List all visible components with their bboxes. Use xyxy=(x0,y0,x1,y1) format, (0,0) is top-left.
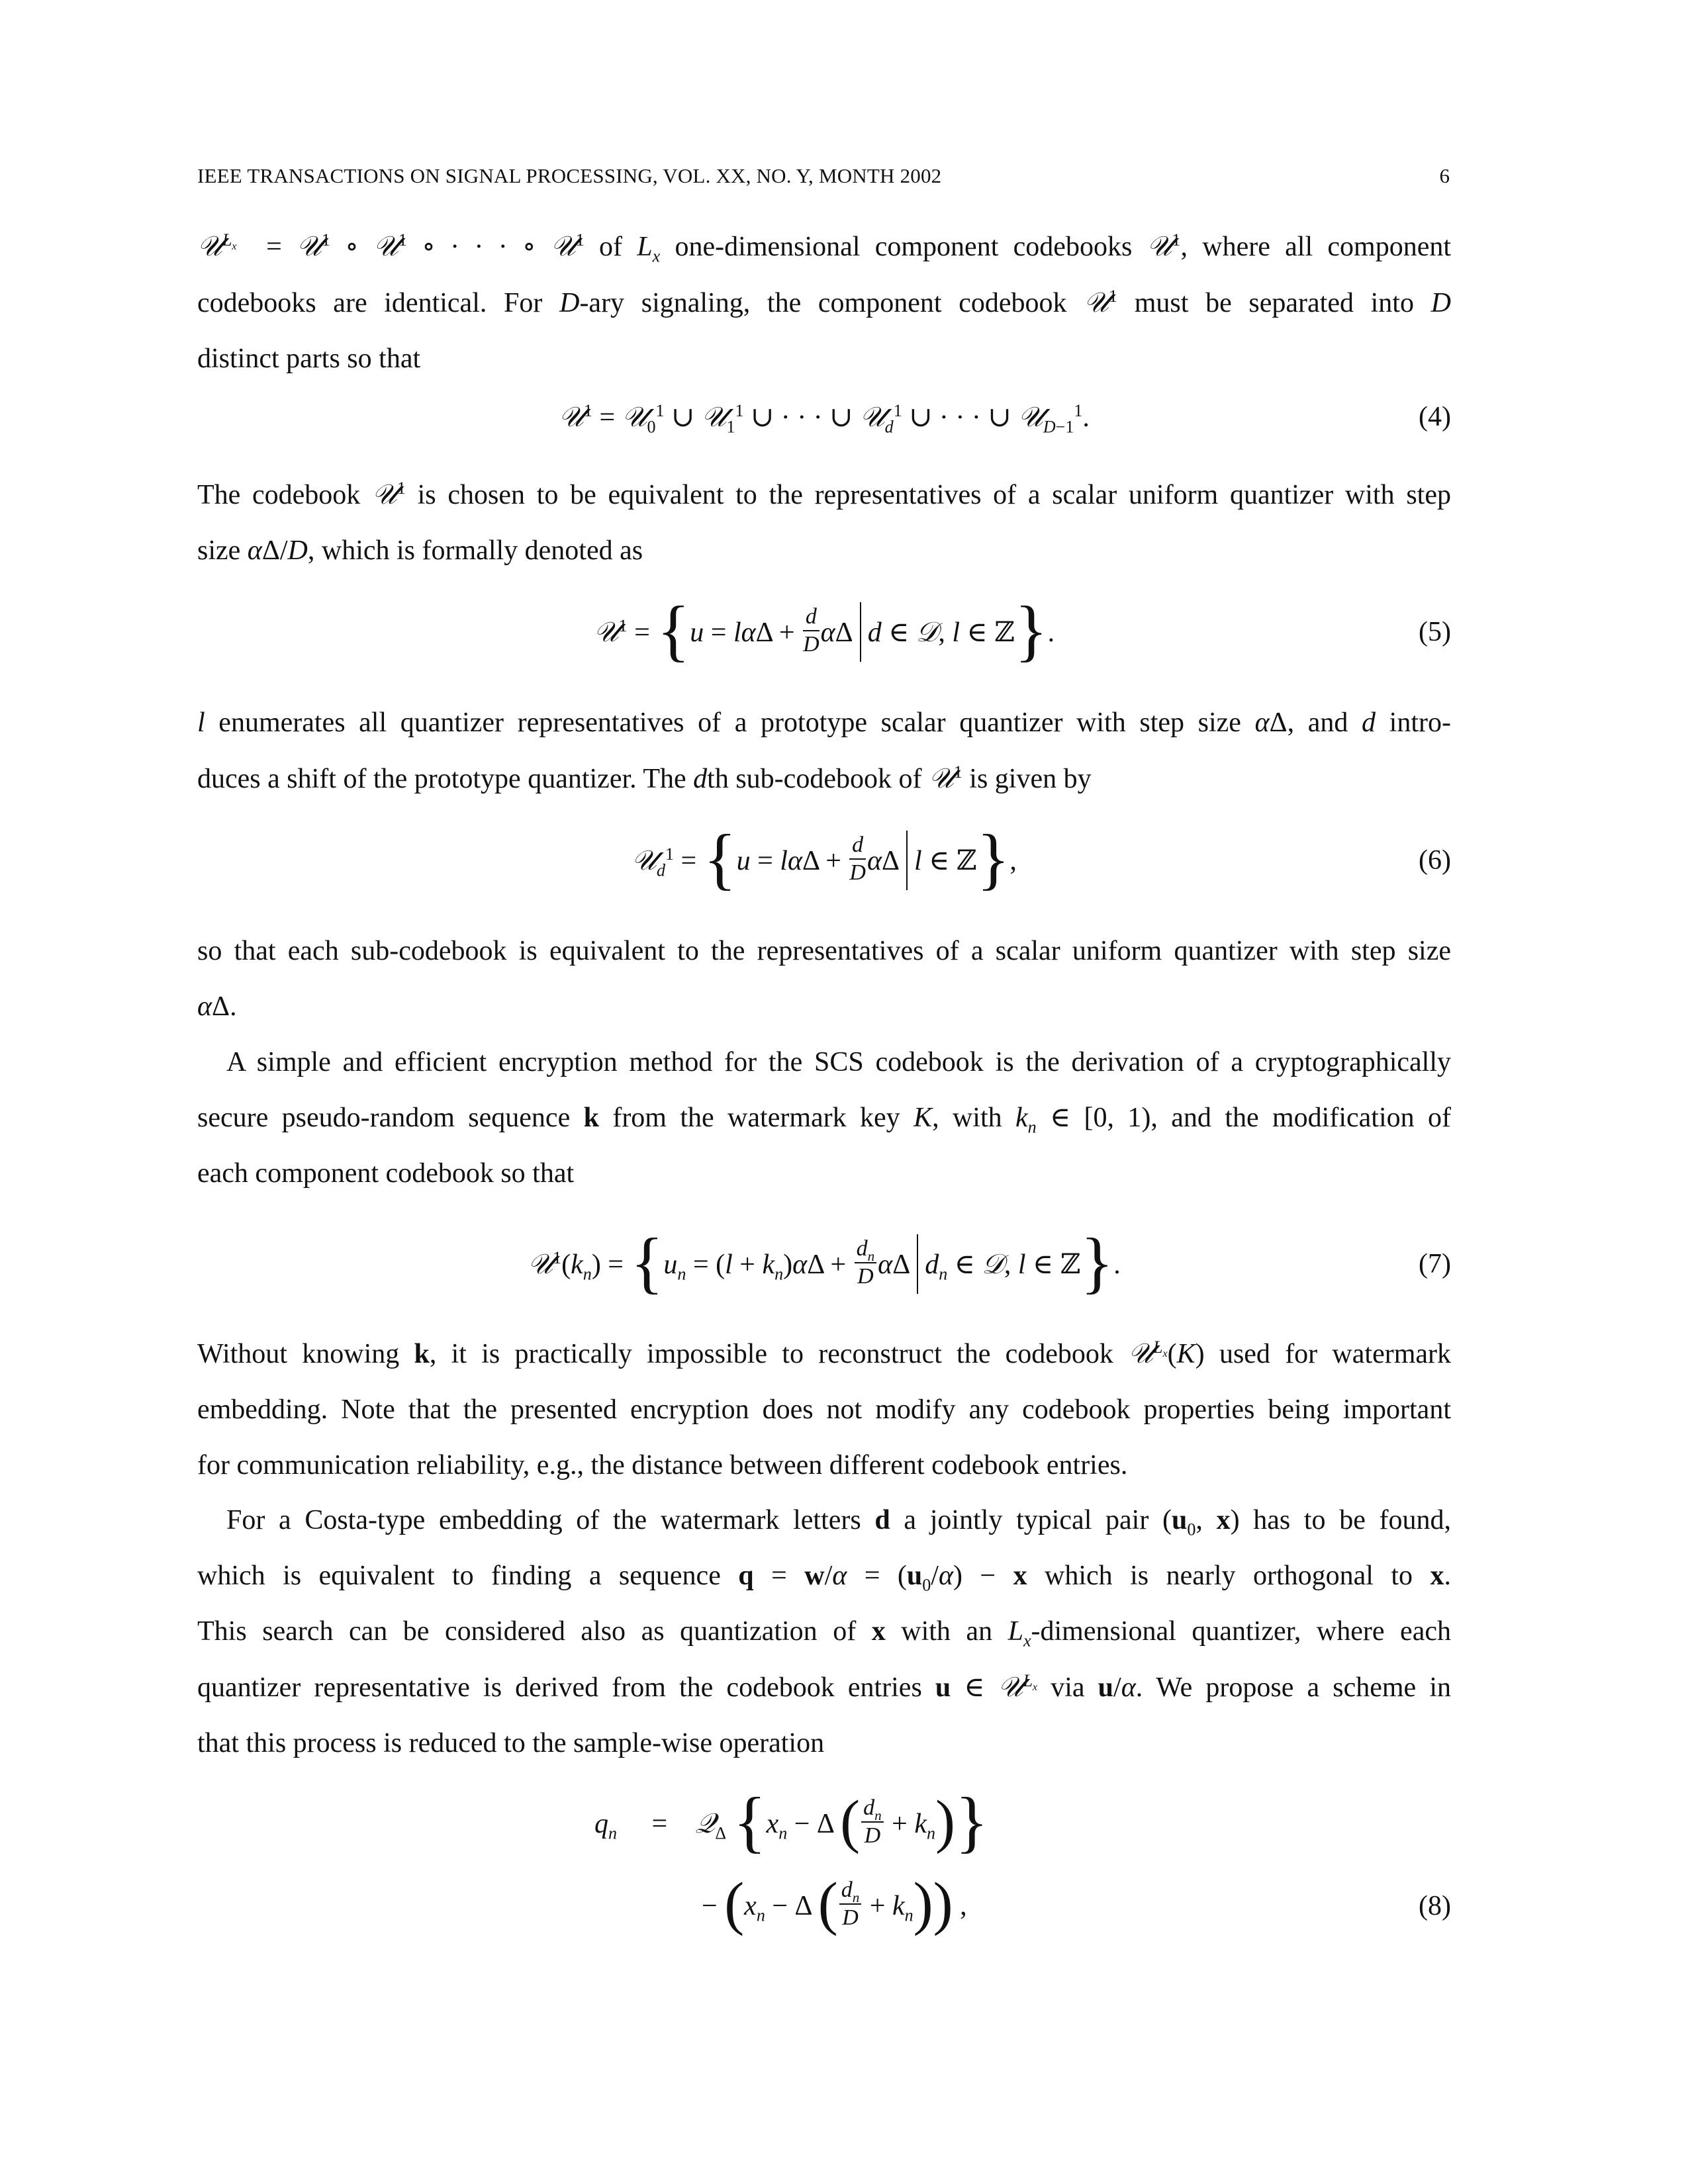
equation-8-number: (8) xyxy=(1419,1891,1451,1921)
page-number: 6 xyxy=(1439,164,1450,187)
equation-5-number: (5) xyxy=(1419,617,1451,647)
paragraph-4 xyxy=(197,923,1451,1034)
p1-line-1: 𝒰$^{L_x}$ = 𝒰$^1$ ∘ 𝒰$^1$ ∘ · · · ∘ 𝒰$^1$ of $L_x$ one-dimensional component codebooks 𝒰$^1$, where all component xyxy=(197,230,1452,266)
equation-4-number: (4) xyxy=(1419,402,1451,432)
equation-6-body: 𝒰$_d^1$ = {u = lαΔ + $\frac{d}{D}$ αΔ l ∈ ℤ}, xyxy=(632,821,1017,897)
p7-line-1: For a Costa-type embedding of the watermark letters d a jointly typical pair ($u_0$, x) has to be found, xyxy=(226,1505,1452,1539)
p2-line-2: size αΔ/D, which is formally denoted as xyxy=(197,535,643,566)
p4-line-2: αΔ. xyxy=(197,991,237,1022)
p7-line-4: quantizer representative is derived from the codebook entries u ∈ 𝒰$^{L_x}$ via u/α. We propose a scheme in xyxy=(197,1670,1451,1703)
equation-7 xyxy=(197,1224,1451,1301)
equation-7-number: (7) xyxy=(1419,1249,1451,1279)
paragraph-6 xyxy=(197,1326,1451,1493)
p3-line-2: duces a shift of the prototype quantizer. The dth sub-codebook of 𝒰$^1$ is given by xyxy=(197,762,1092,794)
p6-line-1: Without knowing k, it is practically impossible to reconstruct the codebook 𝒰$^{L_x}$(K) used for watermark xyxy=(197,1337,1451,1369)
p5-line-1: A simple and efficient encryption method for the SCS codebook is the derivation of a cryptographically xyxy=(226,1047,1451,1077)
p2-line-1: The codebook 𝒰$^1$ is chosen to be equivalent to the representatives of a scalar uniform quantizer with step xyxy=(197,478,1451,510)
p5-line-3: each component codebook so that xyxy=(197,1158,575,1189)
paragraph-5 xyxy=(197,1034,1451,1201)
p3-line-1: l enumerates all quantizer representatives of a prototype scalar quantizer with step size αΔ, and d intro- xyxy=(197,707,1451,738)
paragraph-7 xyxy=(197,1492,1451,1771)
p7-line-3: This search can be considered also as quantization of x with an $L_x$-dimensional quantizer, where each xyxy=(197,1616,1451,1651)
equation-8-line-2: − ($x_n - \Delta$ ( $\frac{d_n}{D}$ + $k_n$)) , xyxy=(702,1871,967,1937)
equation-8 xyxy=(197,1784,1451,1946)
equation-8-line-1: $q_n$ = 𝒬$_\Delta$ {$x_n - \Delta$ ( $\frac{d_n}{D}$ + $k_n$)} xyxy=(594,1784,988,1860)
p7-line-5: that this process is reduced to the sample-wise operation xyxy=(197,1728,825,1758)
equation-5-body: 𝒰$^1$ = {u = lαΔ + $\frac{d}{D}$ αΔ d ∈ 𝒟, l ∈ ℤ}. xyxy=(593,592,1055,669)
p7-line-2: which is equivalent to finding a sequence $q = w/\alpha = (u_0/\alpha) - x$ which is nearly orthogonal to x. xyxy=(197,1561,1451,1595)
running-header: IEEE TRANSACTIONS ON SIGNAL PROCESSING, VOL. XX, NO. Y, MONTH 2002 xyxy=(197,164,942,187)
equation-6 xyxy=(197,821,1451,897)
equation-5 xyxy=(197,592,1451,669)
p6-line-2: embedding. Note that the presented encryption does not modify any codebook properties being important xyxy=(197,1394,1451,1425)
p5-line-2: secure pseudo-random sequence k from the watermark key K, with $k_n$ ∈ [0, 1), and the modification of xyxy=(197,1103,1451,1137)
p1-line-2: codebooks are identical. For D-ary signaling, the component codebook 𝒰$^1$ must be separated into D xyxy=(197,286,1452,318)
paragraph-3 xyxy=(197,695,1451,807)
p6-line-3: for communication reliability, e.g., the distance between different codebook entries. xyxy=(197,1450,1128,1480)
p4-line-1: so that each sub-codebook is equivalent to the representatives of a scalar uniform quantizer with step size xyxy=(197,936,1451,966)
equation-4 xyxy=(197,381,1451,453)
paragraph-1 xyxy=(197,218,1451,387)
equation-6-number: (6) xyxy=(1419,845,1451,876)
p1-line-3: distinct parts so that xyxy=(197,343,421,374)
paragraph-2 xyxy=(197,467,1451,578)
equation-4-body: 𝒰$^1$ = 𝒰$_0^1$ ∪ 𝒰$_1^1$ ∪ · · · ∪ 𝒰$_d^1$ ∪ · · · ∪ 𝒰$_{D-1}^1$. xyxy=(559,400,1090,437)
equation-7-body: $𝒰^1(k_n) = \{u_n = (l + k_n)\alpha\Delta$ + $\frac{d_n}{D}$ αΔ $d_n$ ∈ 𝒟, l ∈ ℤ}. xyxy=(528,1224,1121,1301)
